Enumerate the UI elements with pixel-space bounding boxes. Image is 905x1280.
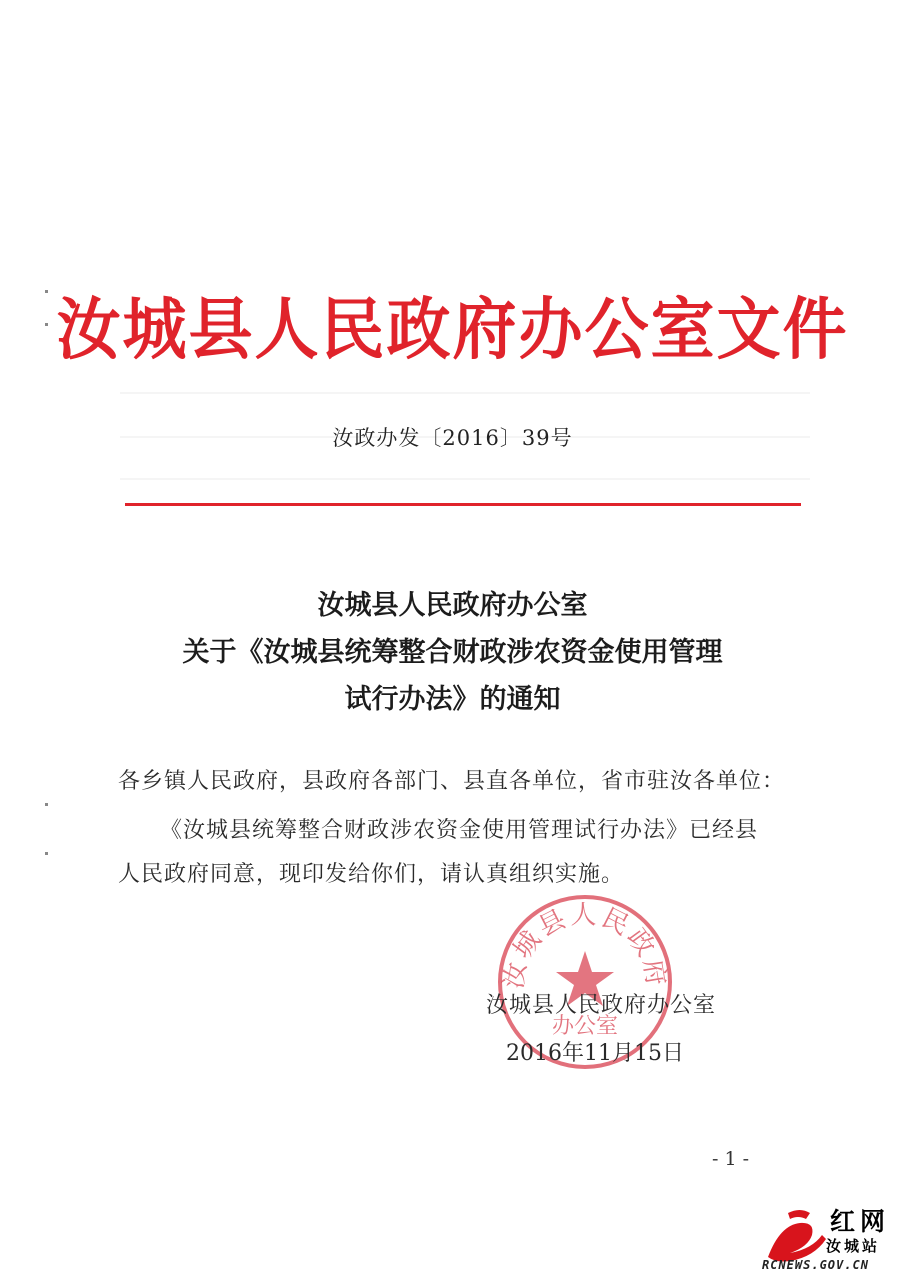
body-paragraph-line-2: 人民政府同意，现印发给你们，请认真组织实施。 [118, 862, 625, 887]
notice-title [0, 582, 905, 723]
notice-title-line-2: 关于《汝城县统筹整合财政涉农资金使用管理 [182, 637, 723, 668]
document-header-title: 汝城县人民政府办公室文件 [56, 290, 849, 370]
seal-arc-text: 汝城县人民政府 [498, 900, 672, 991]
logo-url: RCNEWS.GOV.CN [762, 1258, 869, 1272]
addressees: 各乡镇人民政府，县政府各部门、县直各单位，省市驻汝各单位： [118, 769, 786, 794]
signing-organization: 汝城县人民政府办公室 [486, 993, 717, 1018]
notice-title-line-3: 试行办法》的通知 [344, 684, 561, 715]
signing-date: 2016年11月15日 [506, 1041, 684, 1066]
notice-title-line-1: 汝城县人民政府办公室 [317, 590, 588, 621]
red-divider-rule [125, 503, 801, 506]
body-paragraph-line-1: 《汝城县统筹整合财政涉农资金使用管理试行办法》已经县 [160, 818, 759, 843]
bleed-through-line [120, 478, 810, 480]
bleed-through-line [120, 392, 810, 394]
margin-mark [45, 852, 48, 855]
margin-mark [45, 803, 48, 806]
page-number: - 1 - [712, 1148, 750, 1170]
logo-station: 汝城站 [826, 1237, 881, 1255]
document-number: 汝政办发〔2016〕39号 [332, 426, 573, 450]
logo-name: 红网 [830, 1207, 891, 1236]
seal-inner-text: 办公室 [551, 1014, 619, 1039]
